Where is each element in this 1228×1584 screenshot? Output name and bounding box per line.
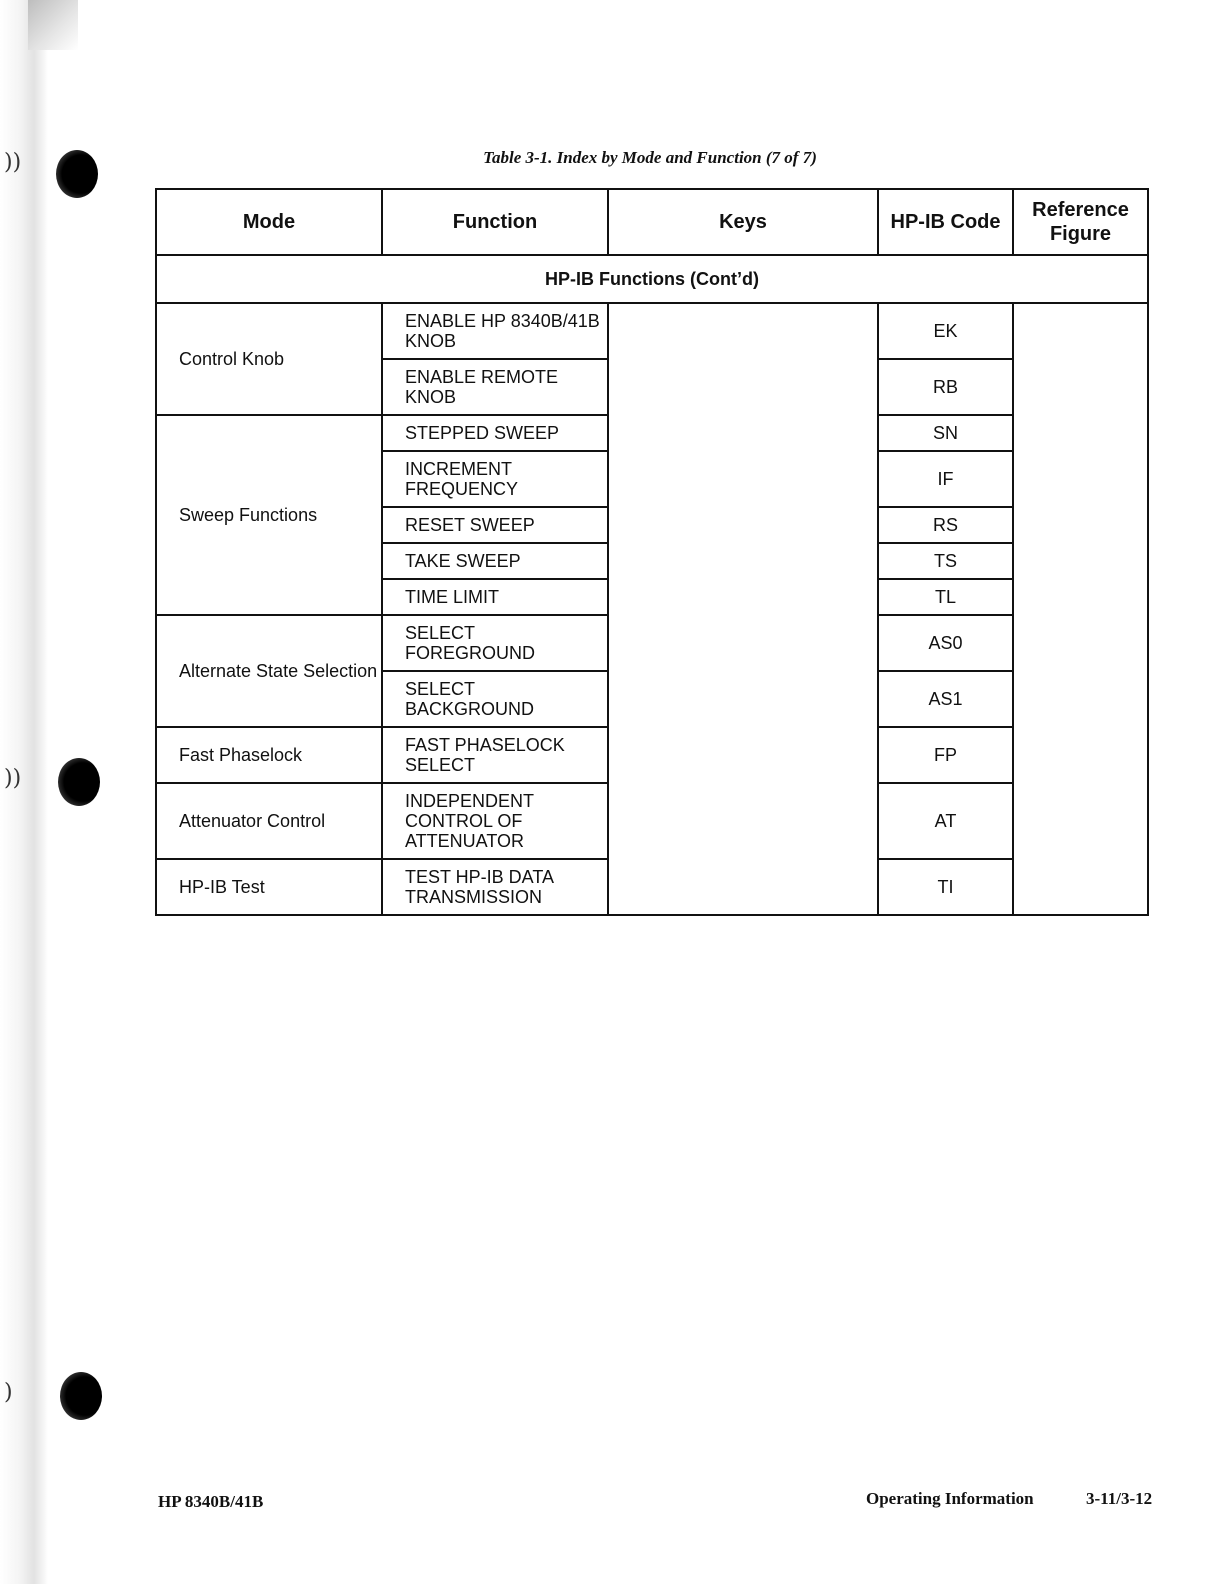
code-cell: SN	[878, 415, 1013, 451]
function-cell: TIME LIMIT	[382, 579, 608, 615]
table-row	[156, 303, 1148, 359]
code-cell: AT	[878, 783, 1013, 859]
scan-corner-shadow	[28, 0, 78, 50]
scan-edge	[0, 0, 48, 1584]
code-cell: TI	[878, 859, 1013, 915]
mode-cell: Attenuator Control	[156, 783, 382, 859]
section-title: HP-IB Functions (Cont’d)	[156, 255, 1148, 303]
code-cell: EK	[878, 303, 1013, 359]
keys-cell	[608, 303, 878, 915]
mode-cell: Sweep Functions	[156, 415, 382, 615]
function-cell: ENABLE HP 8340B/41B KNOB	[382, 303, 608, 359]
function-cell: ENABLE REMOTE KNOB	[382, 359, 608, 415]
mode-cell: HP-IB Test	[156, 859, 382, 915]
header-function: Function	[382, 189, 608, 255]
function-cell: FAST PHASELOCK SELECT	[382, 727, 608, 783]
code-cell: RB	[878, 359, 1013, 415]
function-cell: TAKE SWEEP	[382, 543, 608, 579]
footer-model: HP 8340B/41B	[158, 1492, 264, 1511]
mode-cell: Alternate State Selection	[156, 615, 382, 727]
footer-section-title: Operating Information	[866, 1489, 1034, 1508]
code-cell: RS	[878, 507, 1013, 543]
header-row	[156, 189, 1148, 255]
code-cell: AS0	[878, 615, 1013, 671]
header-keys: Keys	[608, 189, 878, 255]
reference-cell	[1013, 303, 1148, 915]
code-cell: TS	[878, 543, 1013, 579]
mode-cell: Control Knob	[156, 303, 382, 415]
punch-hole	[60, 1372, 102, 1420]
function-cell: INCREMENT FREQUENCY	[382, 451, 608, 507]
binding-mark: ))	[4, 150, 22, 175]
code-cell: AS1	[878, 671, 1013, 727]
footer-page-number: 3-11/3-12	[1086, 1489, 1153, 1508]
binding-mark: )	[4, 1380, 13, 1405]
table-caption: Table 3-1. Index by Mode and Function (7 of 7)	[483, 148, 817, 167]
header-hpib-code: HP-IB Code	[878, 189, 1013, 255]
mode-cell: Fast Phaselock	[156, 727, 382, 783]
section-row	[156, 255, 1148, 303]
code-cell: IF	[878, 451, 1013, 507]
function-cell: INDEPENDENT CONTROL OF ATTENUATOR	[382, 783, 608, 859]
code-cell: FP	[878, 727, 1013, 783]
index-table	[155, 188, 1149, 916]
punch-hole	[58, 758, 100, 806]
code-cell: TL	[878, 579, 1013, 615]
function-cell: RESET SWEEP	[382, 507, 608, 543]
binding-mark: ))	[4, 766, 22, 791]
header-reference-figure: Reference Figure	[1013, 189, 1148, 255]
header-mode: Mode	[156, 189, 382, 255]
function-cell: SELECT FOREGROUND	[382, 615, 608, 671]
function-cell: SELECT BACKGROUND	[382, 671, 608, 727]
function-cell: STEPPED SWEEP	[382, 415, 608, 451]
function-cell: TEST HP-IB DATA TRANSMISSION	[382, 859, 608, 915]
